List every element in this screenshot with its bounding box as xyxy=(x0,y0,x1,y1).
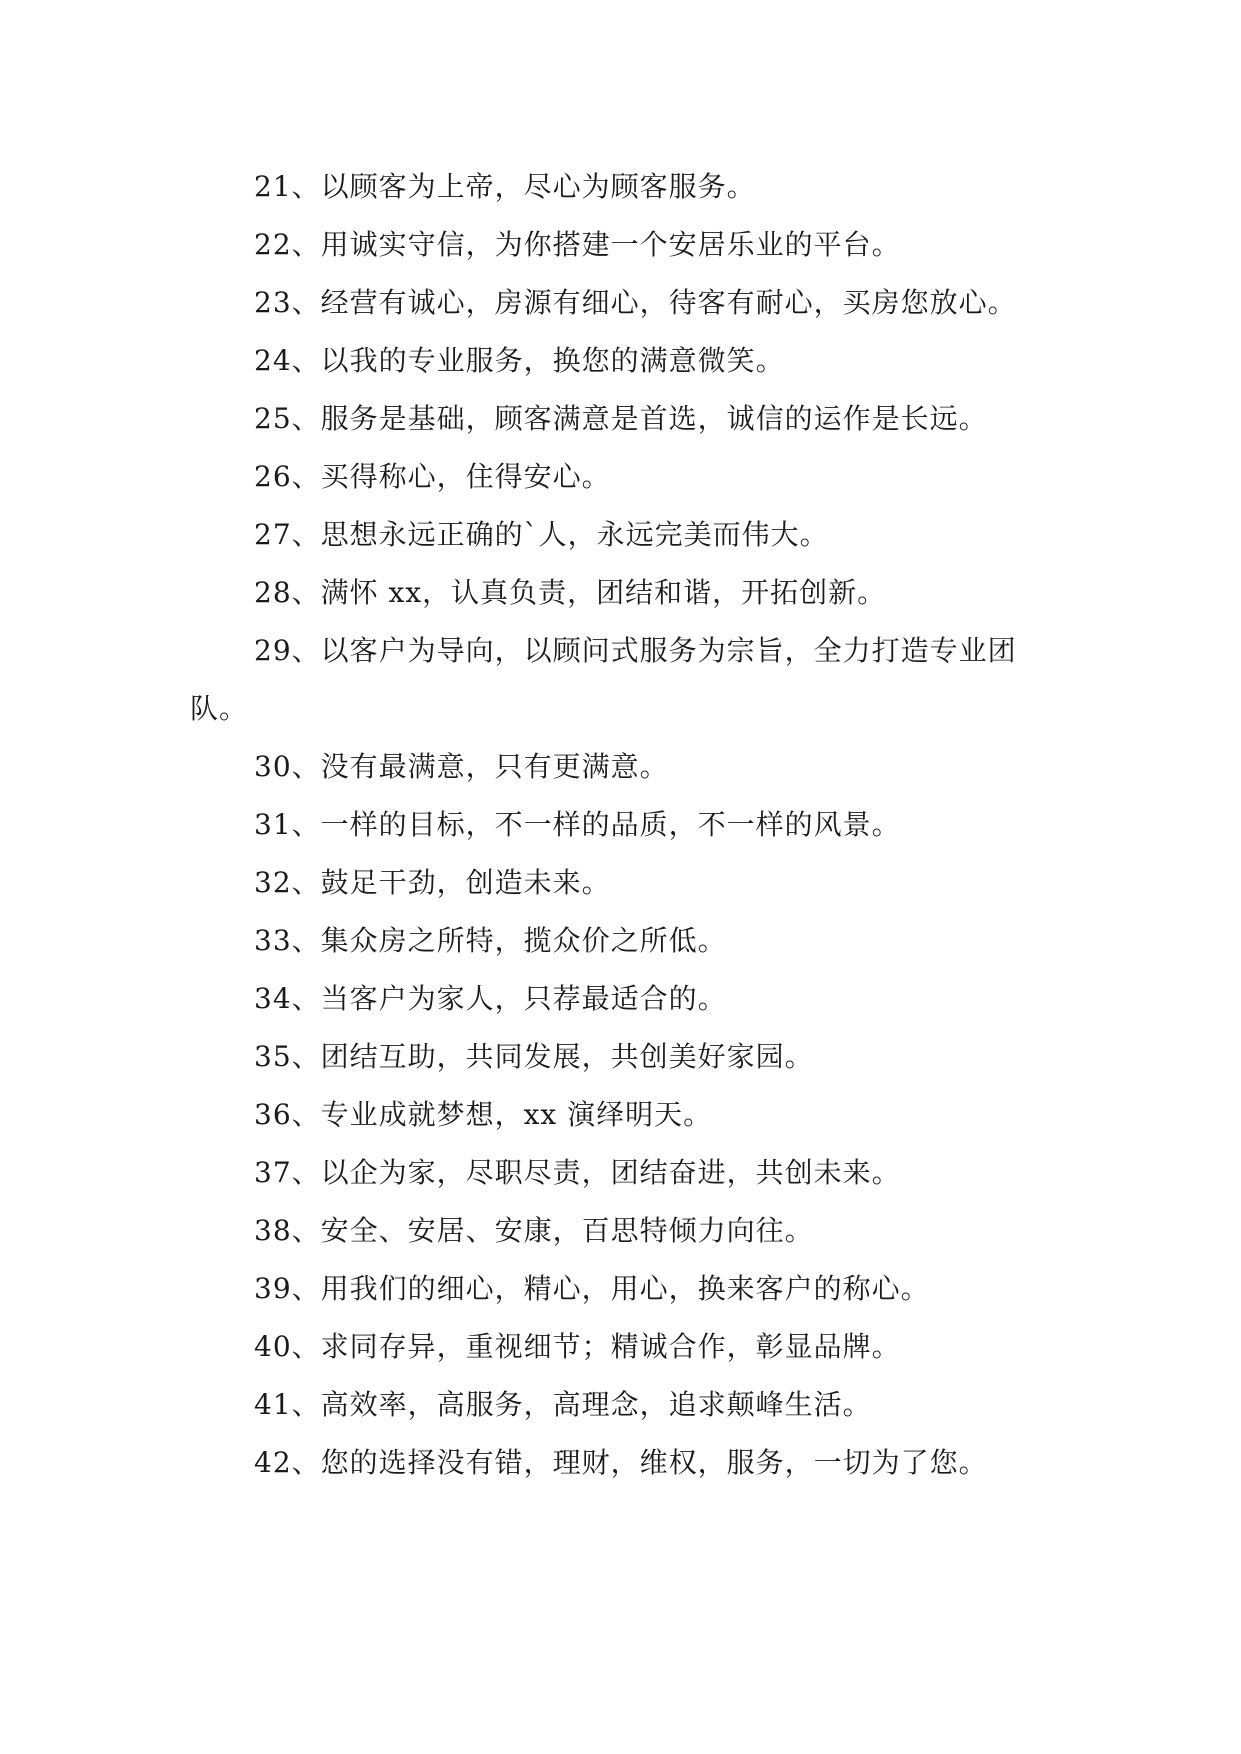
list-item: 25、服务是基础，顾客满意是首选，诚信的运作是长远。 xyxy=(254,402,988,435)
list-item: 22、用诚实守信，为你搭建一个安居乐业的平台。 xyxy=(254,228,901,261)
list-item: 42、您的选择没有错，理财，维权，服务，一切为了您。 xyxy=(254,1446,988,1479)
document-body xyxy=(190,158,1050,1492)
list-item: 30、没有最满意，只有更满意。 xyxy=(254,750,669,783)
list-item: 24、以我的专业服务，换您的满意微笑。 xyxy=(254,344,785,377)
list-item: 32、鼓足干劲，创造未来。 xyxy=(254,866,611,899)
list-item: 27、思想永远正确的`人，永远完美而伟大。 xyxy=(254,518,829,551)
list-item: 28、满怀 xx，认真负责，团结和谐，开拓创新。 xyxy=(254,576,887,609)
list-item: 33、集众房之所特，揽众价之所低。 xyxy=(254,924,727,957)
list-item: 38、安全、安居、安康，百思特倾力向往。 xyxy=(254,1214,814,1247)
list-item: 37、以企为家，尽职尽责，团结奋进，共创未来。 xyxy=(254,1156,901,1189)
list-item: 21、以顾客为上帝，尽心为顾客服务。 xyxy=(254,170,756,203)
list-item: 31、一样的目标，不一样的品质，不一样的风景。 xyxy=(254,808,901,841)
list-item: 39、用我们的细心，精心，用心，换来客户的称心。 xyxy=(254,1272,930,1305)
list-item: 23、经营有诚心，房源有细心，待客有耐心，买房您放心。 xyxy=(254,286,1017,319)
list-item: 34、当客户为家人，只荐最适合的。 xyxy=(254,982,727,1015)
list-item: 40、求同存异，重视细节；精诚合作，彰显品牌。 xyxy=(254,1330,901,1363)
list-item: 26、买得称心，住得安心。 xyxy=(254,460,611,493)
list-item: 35、团结互助，共同发展，共创美好家园。 xyxy=(254,1040,814,1073)
list-item: 41、高效率，高服务，高理念，追求颠峰生活。 xyxy=(254,1388,872,1421)
list-item: 36、专业成就梦想，xx 演绎明天。 xyxy=(254,1098,713,1131)
list-item: 29、以客户为导向，以顾问式服务为宗旨，全力打造专业团队。 xyxy=(190,634,1017,725)
